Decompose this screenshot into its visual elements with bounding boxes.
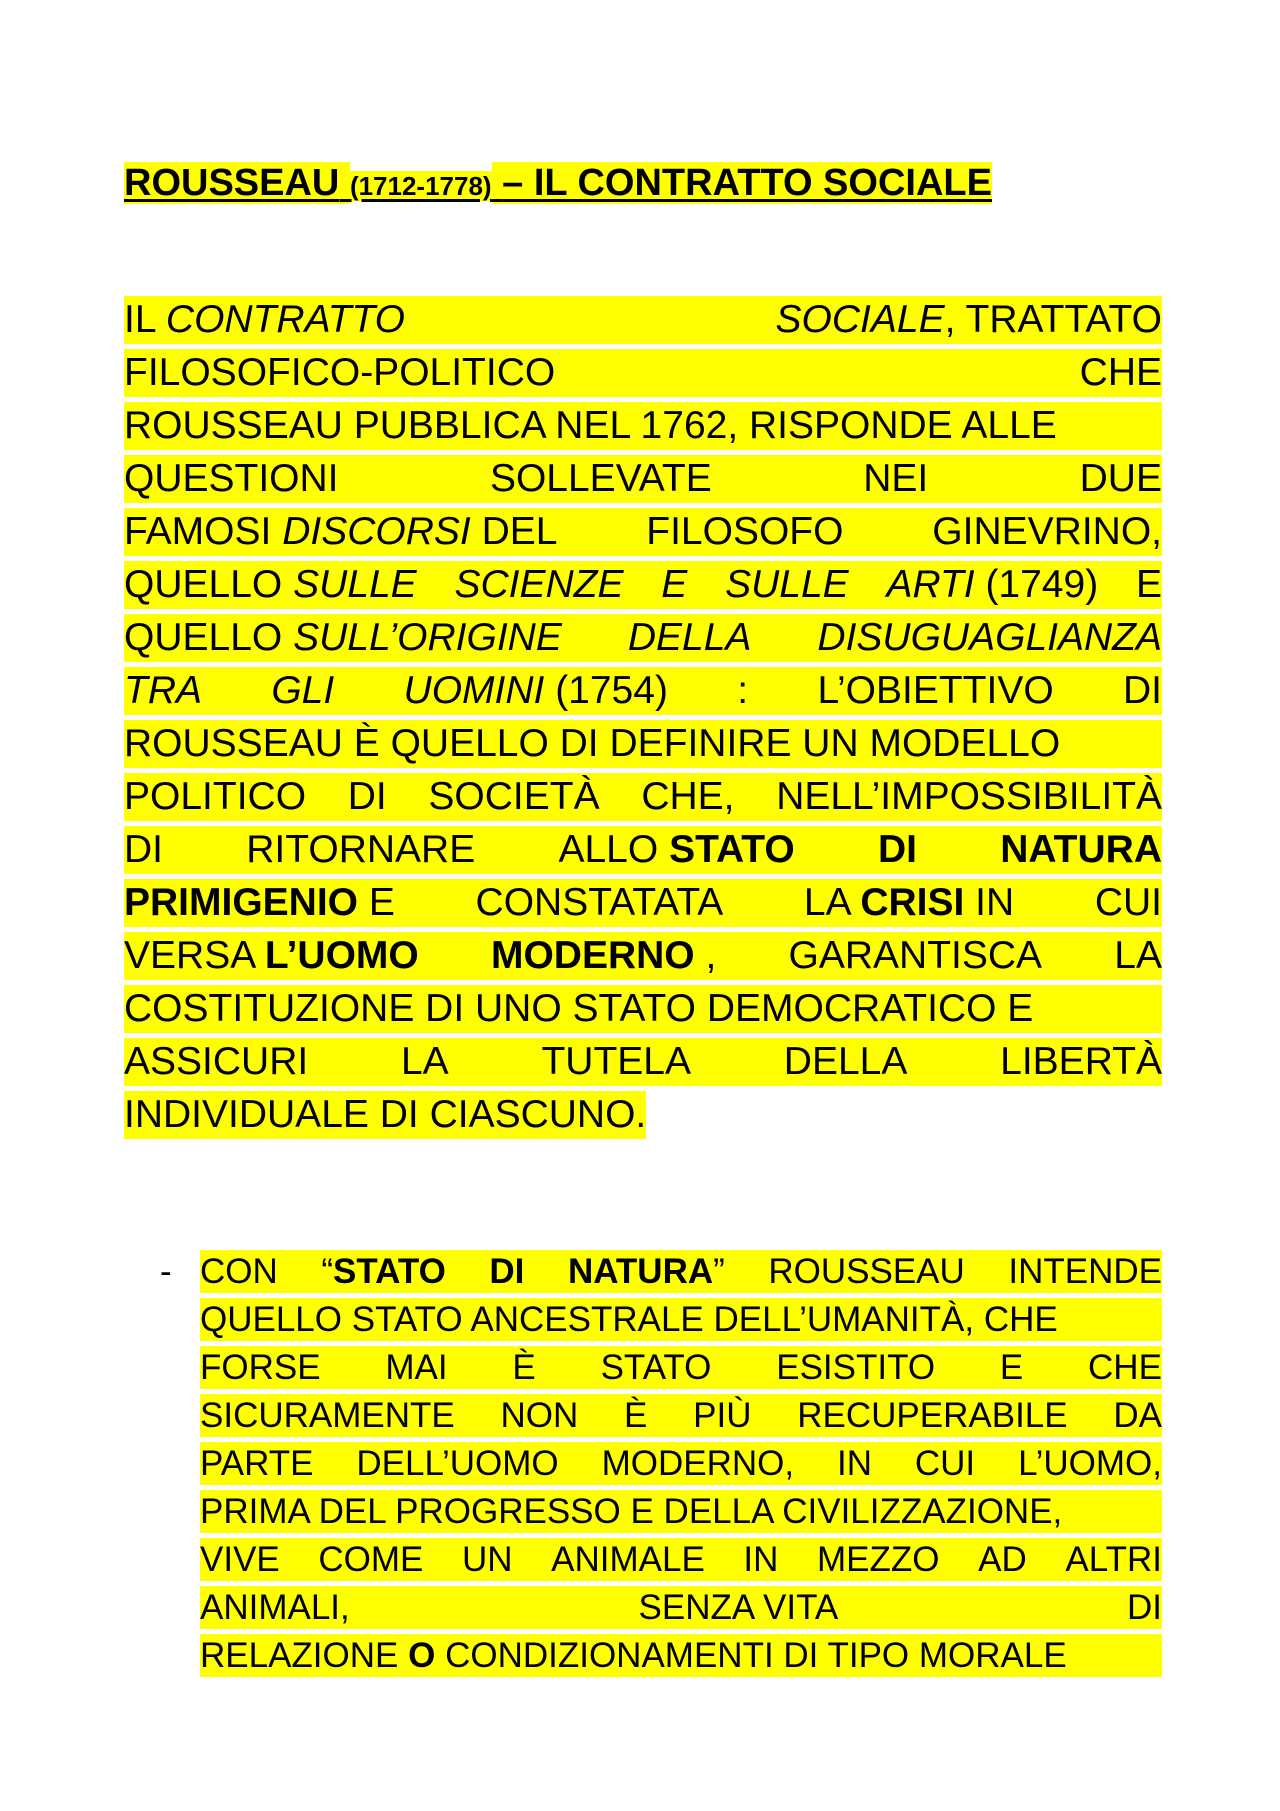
paragraph-line: IL CONTRATTO SOCIALE, TRATTATO	[124, 296, 1162, 344]
title-rest: – IL CONTRATTO SOCIALE	[502, 162, 992, 204]
paragraph-line: COSTITUZIONE DI UNO STATO DEMOCRATICO E	[124, 985, 1162, 1033]
bullet-line: ANIMALI, SENZA VITA DI	[200, 1588, 1162, 1627]
bullet-line: RELAZIONE O CONDIZIONAMENTI DI TIPO MORALE	[200, 1634, 1162, 1677]
bullet-dash: -	[160, 1252, 172, 1291]
bullet-line: QUELLO STATO ANCESTRALE DELL’UMANITÀ, CHE	[200, 1298, 1162, 1341]
paragraph-line: TRA GLI UOMINI (1754) : L’OBIETTIVO DI	[124, 667, 1162, 715]
paragraph-line: PRIMIGENIO E CONSTATATA LA CRISI IN CUI	[124, 879, 1162, 927]
bullet-line: FORSE MAI È STATO ESISTITO E CHE	[200, 1348, 1162, 1387]
paragraph-line: POLITICO DI SOCIETÀ CHE, NELL’IMPOSSIBILITÀ	[124, 773, 1162, 821]
paragraph-line: INDIVIDUALE DI CIASCUNO.	[124, 1091, 646, 1139]
bullet-line: CON “STATO DI NATURA” ROUSSEAU INTENDE	[200, 1252, 1162, 1291]
paragraph-line: FILOSOFICO-POLITICO CHE	[124, 349, 1162, 397]
paragraph-line: ROUSSEAU PUBBLICA NEL 1762, RISPONDE ALLE	[124, 402, 1162, 450]
bullet-item	[200, 1250, 1162, 1682]
paragraph-line: ROUSSEAU È QUELLO DI DEFINIRE UN MODELLO	[124, 720, 1162, 768]
title-name: ROUSSEAU	[124, 162, 340, 204]
paragraph-line: VERSA L’UOMO MODERNO , GARANTISCA LA	[124, 932, 1162, 980]
paragraph-line: FAMOSI DISCORSI DEL FILOSOFO GINEVRINO,	[124, 508, 1162, 556]
bullet-line: PARTE DELL’UOMO MODERNO, IN CUI L’UOMO,	[200, 1444, 1162, 1483]
bullet-line: VIVE COME UN ANIMALE IN MEZZO AD ALTRI	[200, 1540, 1162, 1579]
paragraph-line: QUESTIONI SOLLEVATE NEI DUE	[124, 455, 1162, 503]
intro-paragraph	[124, 296, 1162, 1144]
paragraph-line: QUELLO SULL’ORIGINE DELLA DISUGUAGLIANZA	[124, 614, 1162, 662]
bullet-line: SICURAMENTE NON È PIÙ RECUPERABILE DA	[200, 1396, 1162, 1435]
title-dates: (1712-1778)	[349, 171, 492, 201]
bullet-line: PRIMA DEL PROGRESSO E DELLA CIVILIZZAZIONE,	[200, 1490, 1162, 1533]
paragraph-line: QUELLO SULLE SCIENZE E SULLE ARTI (1749) E	[124, 561, 1162, 609]
document-title	[124, 160, 1164, 209]
paragraph-line: DI RITORNARE ALLO STATO DI NATURA	[124, 826, 1162, 874]
paragraph-line: ASSICURI LA TUTELA DELLA LIBERTÀ	[124, 1038, 1162, 1086]
